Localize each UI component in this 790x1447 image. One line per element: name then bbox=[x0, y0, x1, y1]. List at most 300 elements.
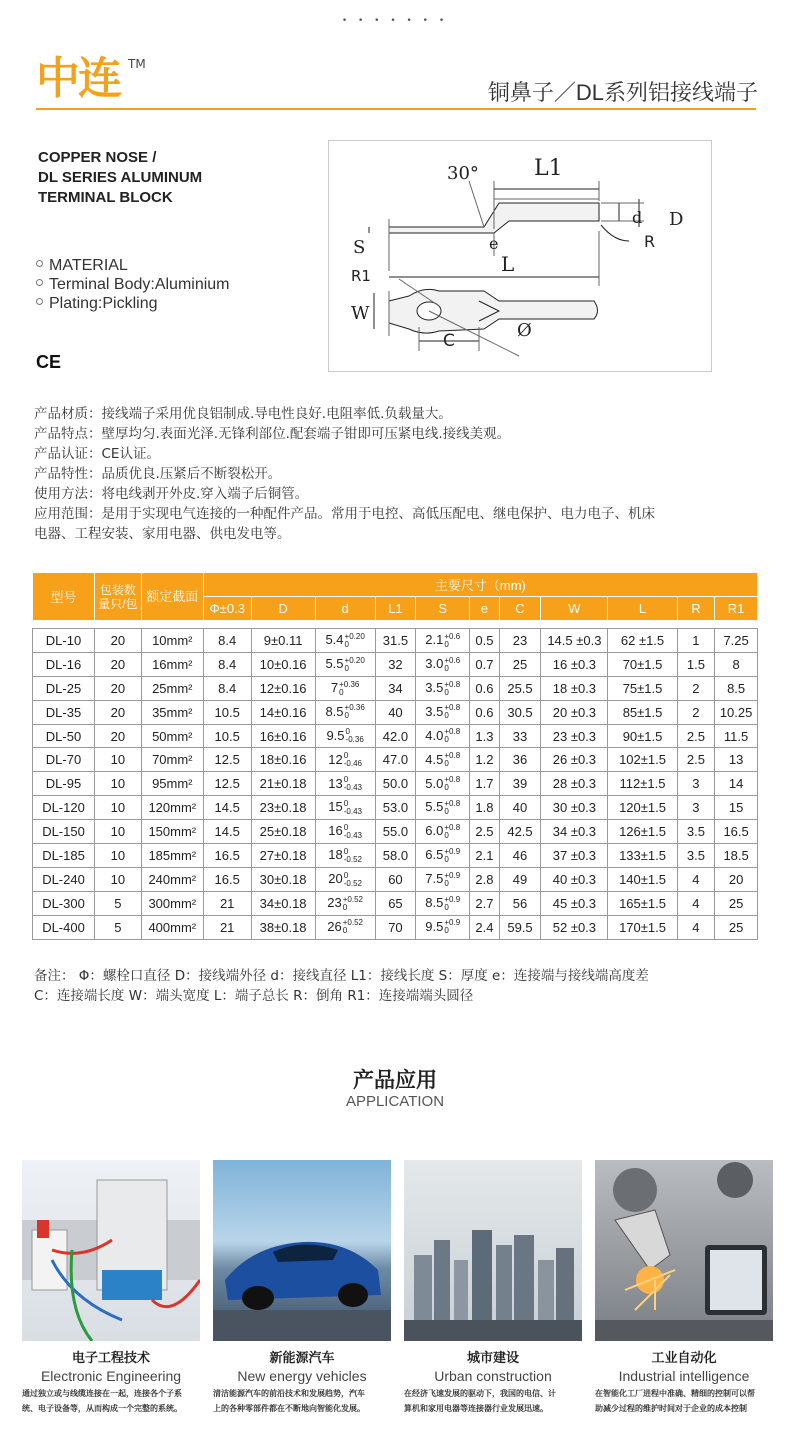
tolerance-upper: +0.8 bbox=[444, 679, 461, 689]
table-cell: DL-35 bbox=[33, 700, 95, 724]
tolerance-base: 5.4 bbox=[325, 632, 344, 648]
tolerance-upper: +0.20 bbox=[344, 655, 365, 665]
table-cell: 2 bbox=[677, 700, 715, 724]
table-cell: 185mm² bbox=[141, 844, 203, 868]
table-cell: 30 ±0.3 bbox=[541, 796, 608, 820]
table-cell: 46 bbox=[499, 844, 541, 868]
table-cell: 90±1.5 bbox=[608, 724, 677, 748]
tolerance-lower: -0.43 bbox=[343, 806, 362, 816]
tolerance-upper: +0.36 bbox=[339, 679, 360, 689]
table-cell: 49 bbox=[499, 867, 541, 891]
desc-line: 应用范围：是用于实现电气连接的一种配件产品。常用于电控、高低压配电、继电保护、电力电子、机床 bbox=[34, 506, 655, 522]
table-cell: 16 ±0.3 bbox=[541, 652, 608, 676]
table-cell bbox=[315, 772, 375, 796]
table-cell: 12.5 bbox=[203, 772, 251, 796]
table-cell bbox=[315, 676, 375, 700]
table-cell: 8.5 bbox=[715, 676, 758, 700]
table-cell bbox=[315, 652, 375, 676]
table-cell: 10 bbox=[95, 772, 142, 796]
tolerance-upper: +0.8 bbox=[444, 703, 461, 713]
table-cell: 0.5 bbox=[470, 629, 499, 653]
table-cell: 102±1.5 bbox=[608, 748, 677, 772]
table-cell: 10.5 bbox=[203, 724, 251, 748]
tolerance-base: 9.5 bbox=[425, 918, 444, 934]
table-cell: 18±0.16 bbox=[251, 748, 315, 772]
table-cell: 40 bbox=[375, 700, 416, 724]
table-row bbox=[33, 629, 758, 653]
table-cell: 0.6 bbox=[470, 676, 499, 700]
title-divider bbox=[36, 108, 756, 110]
table-cell: DL-10 bbox=[33, 629, 95, 653]
col-header: Φ±0.3 bbox=[203, 597, 251, 621]
table-cell bbox=[416, 629, 470, 653]
table-cell: 37 ±0.3 bbox=[541, 844, 608, 868]
tolerance-lower: 0 bbox=[339, 687, 344, 697]
tolerance-base: 5.5 bbox=[425, 799, 444, 815]
tolerance-base: 8.5 bbox=[425, 894, 444, 910]
top-dots: • • • • • • • bbox=[341, 16, 449, 26]
tolerance-lower: 0 bbox=[344, 663, 349, 673]
app-desc: 统、电子设备等，从而构成一个完整的系统。 bbox=[22, 1404, 182, 1413]
tolerance-upper: 0 bbox=[343, 798, 349, 808]
app-desc: 算机和家用电器等连接器行业发展迅速。 bbox=[404, 1404, 548, 1413]
app-title-en: Electronic Engineering bbox=[40, 1368, 182, 1384]
material-item bbox=[36, 275, 230, 294]
col-header: L bbox=[608, 597, 677, 621]
table-cell: 10 bbox=[95, 867, 142, 891]
tolerance-base: 4.5 bbox=[425, 751, 444, 767]
tolerance-upper: +0.6 bbox=[444, 655, 461, 665]
table-cell: 30±0.18 bbox=[251, 867, 315, 891]
table-cell: 34±0.18 bbox=[251, 891, 315, 915]
tolerance-upper: +0.6 bbox=[444, 631, 461, 641]
table-cell: 25mm² bbox=[141, 676, 203, 700]
table-cell bbox=[416, 820, 470, 844]
english-title-line: DL SERIES ALUMINUM bbox=[38, 169, 203, 186]
table-cell: 300mm² bbox=[141, 891, 203, 915]
table-cell: 70±1.5 bbox=[608, 652, 677, 676]
tolerance-base: 3.5 bbox=[425, 703, 444, 719]
tolerance-upper: +0.52 bbox=[342, 894, 363, 904]
table-cell: 55.0 bbox=[375, 820, 416, 844]
table-cell: 59.5 bbox=[499, 915, 541, 939]
table-cell: 10 bbox=[95, 748, 142, 772]
table-cell: DL-150 bbox=[33, 820, 95, 844]
table-cell: 1.5 bbox=[677, 652, 715, 676]
tolerance-lower: 0 bbox=[444, 735, 449, 745]
tolerance-upper: +0.8 bbox=[444, 751, 461, 761]
desc-line: 产品特点：壁厚均匀.表面光泽.无锋利部位.配套端子钳即可压紧电线.接线美观。 bbox=[34, 426, 511, 442]
tolerance-base: 7 bbox=[330, 679, 339, 695]
table-cell bbox=[315, 820, 375, 844]
tolerance-upper: 0 bbox=[343, 822, 349, 832]
table-cell bbox=[416, 676, 470, 700]
table-cell: 14.5 bbox=[203, 796, 251, 820]
english-title bbox=[38, 148, 202, 208]
table-cell: 14±0.16 bbox=[251, 700, 315, 724]
table-cell: 8.4 bbox=[203, 676, 251, 700]
tolerance-lower: -0.52 bbox=[343, 854, 362, 864]
table-cell: 1.7 bbox=[470, 772, 499, 796]
app-desc: 上的各种零部件都在不断地向智能化发展。 bbox=[213, 1404, 365, 1413]
tolerance-base: 3.0 bbox=[425, 656, 444, 672]
app-title-en: Industrial intelligence bbox=[618, 1368, 750, 1384]
table-cell: 11.5 bbox=[715, 724, 758, 748]
table-cell: 21 bbox=[203, 915, 251, 939]
table-cell: 52 ±0.3 bbox=[541, 915, 608, 939]
table-cell: DL-16 bbox=[33, 652, 95, 676]
table-cell: 20 bbox=[95, 629, 142, 653]
tolerance-upper: 0 bbox=[343, 751, 349, 761]
vehicle-image bbox=[213, 1160, 391, 1341]
tolerance-base: 20 bbox=[328, 871, 343, 887]
tolerance-base: 2.1 bbox=[425, 632, 444, 648]
material-item bbox=[36, 294, 158, 313]
tolerance-lower: -0.43 bbox=[343, 783, 362, 793]
table-cell: 75±1.5 bbox=[608, 676, 677, 700]
table-cell: 30.5 bbox=[499, 700, 541, 724]
table-cell: 20 bbox=[715, 867, 758, 891]
table-cell: 25.5 bbox=[499, 676, 541, 700]
tolerance-base: 18 bbox=[328, 847, 343, 863]
table-cell: 12.5 bbox=[203, 748, 251, 772]
tolerance-upper: +0.8 bbox=[444, 775, 461, 785]
table-cell: 8 bbox=[715, 652, 758, 676]
table-cell: 10 bbox=[95, 796, 142, 820]
table-cell: 10mm² bbox=[141, 629, 203, 653]
table-row bbox=[33, 867, 758, 891]
table-cell: 21 bbox=[203, 891, 251, 915]
table-cell: DL-185 bbox=[33, 844, 95, 868]
table-cell bbox=[315, 748, 375, 772]
table-cell bbox=[416, 700, 470, 724]
table-cell: 14 bbox=[715, 772, 758, 796]
tolerance-lower: 0 bbox=[444, 902, 449, 912]
col-header: d bbox=[315, 597, 375, 621]
col-header: R bbox=[677, 597, 715, 621]
table-cell bbox=[416, 796, 470, 820]
r1-label: R1 bbox=[351, 267, 371, 285]
bullet-icon bbox=[36, 279, 43, 286]
table-row bbox=[33, 891, 758, 915]
tolerance-upper: +0.9 bbox=[444, 870, 461, 880]
angle-label: 30° bbox=[447, 163, 479, 184]
table-cell: 45 ±0.3 bbox=[541, 891, 608, 915]
table-cell bbox=[416, 891, 470, 915]
app-desc: 通过独立或与线缆连接在一起，连接各个子系 bbox=[22, 1389, 182, 1398]
tolerance-lower: 0 bbox=[444, 783, 449, 793]
tolerance-lower: 0 bbox=[444, 687, 449, 697]
table-cell: 58.0 bbox=[375, 844, 416, 868]
tolerance-upper: +0.20 bbox=[344, 631, 365, 641]
tolerance-upper: +0.9 bbox=[444, 846, 461, 856]
table-cell bbox=[315, 915, 375, 939]
bullet-icon bbox=[36, 260, 43, 267]
app-title-cn: 工业自动化 bbox=[651, 1351, 717, 1366]
electronic-image bbox=[22, 1160, 200, 1341]
table-cell: 0.6 bbox=[470, 700, 499, 724]
bullet-icon bbox=[36, 298, 43, 305]
table-cell bbox=[315, 629, 375, 653]
table-cell: 47.0 bbox=[375, 748, 416, 772]
table-cell: 4 bbox=[677, 867, 715, 891]
table-cell: DL-25 bbox=[33, 676, 95, 700]
tolerance-lower: -0.36 bbox=[345, 735, 364, 745]
english-title-line: COPPER NOSE / bbox=[38, 149, 157, 166]
table-cell: DL-50 bbox=[33, 724, 95, 748]
table-cell: 2.8 bbox=[470, 867, 499, 891]
table-cell: 1 bbox=[677, 629, 715, 653]
tolerance-lower: 0 bbox=[344, 639, 349, 649]
table-cell: 12±0.16 bbox=[251, 676, 315, 700]
tolerance-lower: 0 bbox=[444, 663, 449, 673]
tolerance-upper: +0.8 bbox=[444, 798, 461, 808]
table-cell: 126±1.5 bbox=[608, 820, 677, 844]
table-cell: 2.4 bbox=[470, 915, 499, 939]
col-header: S bbox=[416, 597, 470, 621]
phi-label: Ø bbox=[517, 320, 532, 341]
app-title-cn: 新能源汽车 bbox=[269, 1351, 335, 1366]
table-cell: 38±0.18 bbox=[251, 915, 315, 939]
table-cell bbox=[416, 748, 470, 772]
table-cell: 8.4 bbox=[203, 629, 251, 653]
table-row bbox=[33, 772, 758, 796]
table-cell: 0.7 bbox=[470, 652, 499, 676]
table-cell: 14.5 ±0.3 bbox=[541, 629, 608, 653]
table-cell: 36 bbox=[499, 748, 541, 772]
table-cell: 1.2 bbox=[470, 748, 499, 772]
tolerance-upper: +0.9 bbox=[444, 894, 461, 904]
d-small-label: d bbox=[632, 208, 643, 227]
table-row bbox=[33, 844, 758, 868]
header-section: 额定截面 bbox=[141, 573, 203, 621]
table-cell: DL-240 bbox=[33, 867, 95, 891]
tolerance-upper: +0.9 bbox=[444, 918, 461, 928]
table-cell: 7.25 bbox=[715, 629, 758, 653]
tolerance-base: 9.5 bbox=[326, 727, 345, 743]
table-cell: 170±1.5 bbox=[608, 915, 677, 939]
table-cell: 56 bbox=[499, 891, 541, 915]
col-header: W bbox=[541, 597, 608, 621]
table-cell bbox=[315, 867, 375, 891]
desc-line: 产品特性：品质优良.压紧后不断裂松开。 bbox=[34, 466, 282, 482]
trademark-mark: TM bbox=[128, 57, 146, 71]
table-cell: 16.5 bbox=[203, 844, 251, 868]
table-cell: 70mm² bbox=[141, 748, 203, 772]
table-cell: 26 ±0.3 bbox=[541, 748, 608, 772]
app-desc: 助减少过程的维护时间对于企业的成本控制 bbox=[595, 1404, 747, 1413]
l-label: L bbox=[501, 252, 515, 276]
header-main-dims: 主要尺寸（mm) bbox=[203, 573, 757, 597]
table-cell bbox=[416, 772, 470, 796]
table-cell: 62 ±1.5 bbox=[608, 629, 677, 653]
table-cell: DL-400 bbox=[33, 915, 95, 939]
city-image bbox=[404, 1160, 582, 1341]
table-cell: 42.0 bbox=[375, 724, 416, 748]
table-cell: 5 bbox=[95, 891, 142, 915]
header-pack: 包装数量只/包 bbox=[95, 573, 142, 621]
table-cell: 10.5 bbox=[203, 700, 251, 724]
tolerance-base: 15 bbox=[328, 799, 343, 815]
tolerance-lower: 0 bbox=[444, 878, 449, 888]
table-cell: 33 bbox=[499, 724, 541, 748]
table-cell: 133±1.5 bbox=[608, 844, 677, 868]
table-cell: 20 ±0.3 bbox=[541, 700, 608, 724]
col-header: L1 bbox=[375, 597, 416, 621]
table-cell: 10.25 bbox=[715, 700, 758, 724]
tolerance-base: 8.5 bbox=[325, 703, 344, 719]
table-cell: 240mm² bbox=[141, 867, 203, 891]
table-cell: 120mm² bbox=[141, 796, 203, 820]
table-cell: 60 bbox=[375, 867, 416, 891]
app-title-en: New energy vehicles bbox=[237, 1368, 367, 1384]
l1-label: L1 bbox=[534, 156, 563, 181]
table-cell: DL-95 bbox=[33, 772, 95, 796]
material-label: Terminal Body:Aluminium bbox=[49, 276, 230, 293]
table-cell: 27±0.18 bbox=[251, 844, 315, 868]
table-cell: 40 bbox=[499, 796, 541, 820]
table-cell: 5 bbox=[95, 915, 142, 939]
e-label: e bbox=[489, 234, 499, 253]
table-cell: 18.5 bbox=[715, 844, 758, 868]
desc-line: 产品认证：CE认证。 bbox=[34, 446, 160, 462]
table-cell: 1.8 bbox=[470, 796, 499, 820]
table-cell: 16.5 bbox=[715, 820, 758, 844]
table-cell: 20 bbox=[95, 700, 142, 724]
table-cell: 25±0.18 bbox=[251, 820, 315, 844]
table-cell: 3 bbox=[677, 772, 715, 796]
tolerance-lower: -0.43 bbox=[343, 830, 362, 840]
table-cell bbox=[416, 867, 470, 891]
col-header: R1 bbox=[715, 597, 758, 621]
table-cell: 10 bbox=[95, 820, 142, 844]
table-cell bbox=[315, 724, 375, 748]
tolerance-lower: 0 bbox=[342, 902, 348, 912]
tolerance-lower: -0.46 bbox=[343, 759, 362, 769]
table-cell: 16.5 bbox=[203, 867, 251, 891]
tolerance-lower: -0.52 bbox=[343, 878, 362, 888]
tolerance-lower: 0 bbox=[444, 806, 449, 816]
app-title-cn: 城市建设 bbox=[466, 1351, 519, 1366]
table-cell: 1.3 bbox=[470, 724, 499, 748]
tolerance-upper: 0 bbox=[345, 727, 350, 737]
tolerance-lower: 0 bbox=[342, 926, 348, 936]
s-label: S bbox=[353, 237, 366, 258]
table-row bbox=[33, 724, 758, 748]
desc-line: 产品材质：接线端子采用优良铝制成.导电性良好.电阻率低.负载量大。 bbox=[34, 406, 452, 422]
table-cell: 85±1.5 bbox=[608, 700, 677, 724]
terminal-diagram bbox=[328, 140, 712, 372]
table-cell bbox=[416, 652, 470, 676]
app-card-industrial bbox=[595, 1160, 773, 1414]
table-cell: 2.1 bbox=[470, 844, 499, 868]
tolerance-upper: +0.52 bbox=[342, 918, 363, 928]
industrial-image bbox=[595, 1160, 773, 1341]
app-desc: 清洁能源汽车的前沿技术和发展趋势，汽车 bbox=[213, 1389, 365, 1398]
table-cell: 25 bbox=[715, 915, 758, 939]
tolerance-base: 6.5 bbox=[425, 847, 444, 863]
table-cell: 20 bbox=[95, 676, 142, 700]
note-line: C：连接端长度 W：端头宽度 L：端子总长 R：倒角 R1：连接端端头圆径 bbox=[34, 988, 474, 1004]
table-row bbox=[33, 700, 758, 724]
table-cell: 21±0.18 bbox=[251, 772, 315, 796]
brand-logo: 中连 bbox=[36, 53, 120, 104]
table-cell: 23 bbox=[499, 629, 541, 653]
table-cell: 120±1.5 bbox=[608, 796, 677, 820]
table-cell: DL-120 bbox=[33, 796, 95, 820]
col-header: C bbox=[499, 597, 541, 621]
table-cell: 2 bbox=[677, 676, 715, 700]
material-label: Plating:Pickling bbox=[49, 295, 158, 312]
table-cell: 2.5 bbox=[677, 748, 715, 772]
w-label: W bbox=[351, 303, 370, 324]
table-cell: 34 ±0.3 bbox=[541, 820, 608, 844]
table-cell: DL-300 bbox=[33, 891, 95, 915]
table-cell: 3.5 bbox=[677, 820, 715, 844]
table-cell: 34 bbox=[375, 676, 416, 700]
table-cell: 140±1.5 bbox=[608, 867, 677, 891]
tolerance-base: 26 bbox=[327, 918, 342, 934]
tolerance-base: 4.0 bbox=[425, 727, 444, 743]
table-cell: 25 bbox=[715, 891, 758, 915]
tolerance-upper: +0.8 bbox=[444, 822, 461, 832]
table-cell: 42.5 bbox=[499, 820, 541, 844]
d-big-label: D bbox=[669, 209, 684, 230]
app-card-urban bbox=[404, 1160, 582, 1414]
table-cell: 112±1.5 bbox=[608, 772, 677, 796]
tolerance-upper: 0 bbox=[343, 870, 349, 880]
table-cell: 20 bbox=[95, 724, 142, 748]
tolerance-base: 6.0 bbox=[425, 823, 444, 839]
page-title: 铜鼻子／DL系列铝接线端子 bbox=[487, 80, 758, 105]
table-row bbox=[33, 796, 758, 820]
table-cell: 2.5 bbox=[677, 724, 715, 748]
tolerance-base: 23 bbox=[327, 894, 342, 910]
application-title: 产品应用 bbox=[353, 1068, 437, 1092]
table-cell: 4 bbox=[677, 915, 715, 939]
r-label: R bbox=[644, 232, 656, 251]
tolerance-lower: 0 bbox=[444, 926, 449, 936]
table-row bbox=[33, 915, 758, 939]
tolerance-lower: 0 bbox=[444, 759, 449, 769]
table-cell: 39 bbox=[499, 772, 541, 796]
table-cell bbox=[315, 796, 375, 820]
table-cell bbox=[315, 891, 375, 915]
table-cell bbox=[315, 844, 375, 868]
tolerance-base: 3.5 bbox=[425, 679, 444, 695]
table-cell: 10 bbox=[95, 844, 142, 868]
table-cell: 3 bbox=[677, 796, 715, 820]
table-cell: 150mm² bbox=[141, 820, 203, 844]
tolerance-upper: 0 bbox=[343, 775, 349, 785]
table-cell: 50mm² bbox=[141, 724, 203, 748]
table-cell: 95mm² bbox=[141, 772, 203, 796]
tolerance-upper: +0.36 bbox=[344, 703, 365, 713]
tolerance-lower: 0 bbox=[444, 639, 449, 649]
app-desc: 在智能化工厂进程中准确、精细的控制可以帮 bbox=[595, 1389, 755, 1398]
table-cell bbox=[315, 700, 375, 724]
table-cell: 23±0.18 bbox=[251, 796, 315, 820]
app-card-vehicles bbox=[213, 1160, 391, 1414]
table-cell: 165±1.5 bbox=[608, 891, 677, 915]
table-cell: 23 ±0.3 bbox=[541, 724, 608, 748]
table-cell: 28 ±0.3 bbox=[541, 772, 608, 796]
table-cell: 4 bbox=[677, 891, 715, 915]
tolerance-base: 12 bbox=[328, 751, 343, 767]
table-row bbox=[33, 748, 758, 772]
table-cell: 31.5 bbox=[375, 629, 416, 653]
table-cell: 9±0.11 bbox=[251, 629, 315, 653]
